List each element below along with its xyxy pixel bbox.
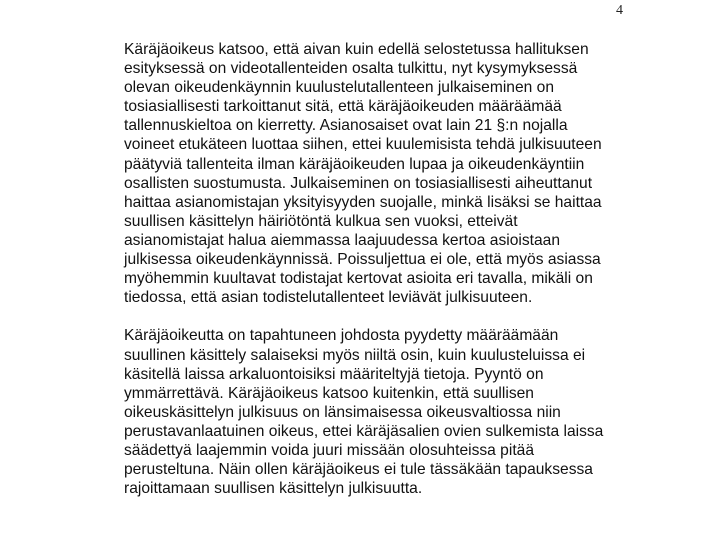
text-line: esityksessä on videotallenteiden osalta tulkittu, nyt kysymyksessä	[124, 60, 578, 78]
text-line: voineet etukäteen luottaa siihen, ettei kuulemisista tehdä julkisuuteen	[124, 136, 602, 154]
text-line: suullisen käsittelyn häiriötöntä kulkua sen vuoksi, etteivät	[124, 212, 518, 230]
text-line: myöhemmin kuultavat todistajat kertovat asioita eri tavalla, mikäli on	[124, 270, 593, 288]
text-line: Käräjäoikeus katsoo, että aivan kuin edellä selostetussa hallituksen	[124, 41, 589, 58]
text-line: julkisessa oikeudenkäynnissä. Poissuljettua ei ole, että myös asiassa	[124, 251, 601, 269]
text-line: Käräjäoikeutta on tapahtuneen johdosta pyydetty määräämään	[124, 327, 559, 345]
paragraph-1	[124, 40, 684, 307]
text-line: perusteltuna. Näin ollen käräjäoikeus ei tule tässäkään tapauksessa	[124, 461, 593, 479]
text-line: tosiasiallisesti tarkoittanut sitä, että käräjäoikeuden määräämää	[124, 98, 562, 116]
document-body	[124, 40, 684, 498]
text-line: tallennuskieltoa on kierretty. Asianosaiset ovat lain 21 §:n nojalla	[124, 117, 568, 135]
text-line: ymmärrettävä. Käräjäoikeus katsoo kuitenkin, että suullisen	[124, 384, 534, 402]
text-line: haittaa asianomistajan yksityisyyden suojalle, minkä lisäksi se haittaa	[124, 193, 602, 211]
text-line: suullinen käsittely salaiseksi myös niiltä osin, kuin kuulusteluissa ei	[124, 346, 586, 364]
text-line: käsitellä laissa arkaluontoisiksi määriteltyjä tietoja. Pyyntö on	[124, 365, 544, 383]
paragraph-2	[124, 326, 684, 498]
text-line: tiedossa, että asian todistelutallenteet leviävät julkisuuteen.	[124, 289, 533, 307]
text-line: säädettyä laajemmin voida juuri missään olosuhteissa pitää	[124, 441, 534, 459]
text-line: asianomistajat halua aiemmassa laajuudessa kertoa asioistaan	[124, 231, 561, 249]
text-line: osallisten suostumusta. Julkaiseminen on tosiasiallisesti aiheuttanut	[124, 174, 593, 192]
text-line: päätyviä tallenteita ilman käräjäoikeuden lupaa ja oikeudenkäyntiin	[124, 155, 585, 173]
page-number: 4	[616, 3, 623, 18]
text-line: perustavanlaatuinen oikeus, ettei käräjäsalien ovien sulkemista laissa	[124, 422, 604, 440]
text-line: rajoittamaan suullisen käsittelyn julkisuutta.	[124, 480, 423, 498]
text-line: oikeuskäsittelyn julkisuus on länsimaisessa oikeusvaltiossa niin	[124, 403, 561, 421]
text-line: olevan oikeudenkäynnin kuulustelutallenteen julkaiseminen on	[124, 79, 554, 97]
